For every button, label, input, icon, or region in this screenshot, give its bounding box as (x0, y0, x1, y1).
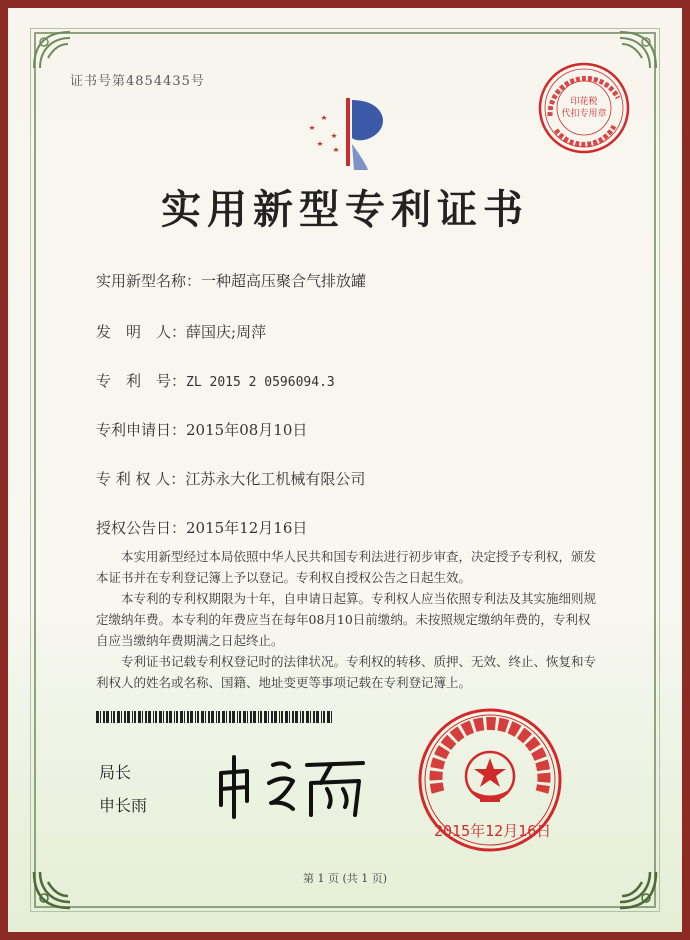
seal-date: 2015年12月16日 (434, 822, 552, 840)
field-value: 一种超高压聚合气排放罐 (201, 272, 367, 290)
paragraph: 本专利的专利权期限为十年，自申请日起算。专利权人应当依照专利法及其实施细则规定缴纳年费。本专利的年费应当在每年08月10日前缴纳。未按照规定缴纳年费的，专利权自应当缴纳年费期满之日起终止。 (96, 591, 597, 648)
page-number: 第 1 页 (共 1 页) (302, 872, 388, 885)
corner-ornament-icon (30, 28, 76, 74)
director-name: 申长雨 (99, 796, 148, 815)
certificate-body (96, 546, 601, 693)
director-title: 局长 (99, 763, 132, 782)
barcode-icon (96, 711, 334, 723)
field-label: 专 利 权 人： (96, 470, 186, 488)
certificate-number: 证书号第4854435号 (70, 74, 205, 89)
field-value: 2015年08月10日 (186, 421, 308, 439)
field-value: 江苏永大化工机械有限公司 (185, 470, 366, 488)
field-label: 发 明 人： (96, 323, 187, 341)
field-inventor (96, 321, 266, 342)
field-value: 2015年12月16日 (186, 519, 308, 537)
field-label: 实用新型名称： (96, 272, 202, 290)
patent-office-logo-icon (296, 94, 411, 174)
field-utility-model-name (96, 270, 366, 291)
svg-text:印花税: 印花税 (570, 97, 598, 107)
field-label: 专利申请日： (96, 421, 187, 439)
field-patent-number (96, 370, 335, 391)
document-title: 实用新型专利证书 (161, 186, 529, 233)
field-label: 授权公告日： (96, 519, 187, 537)
field-patentee (96, 468, 365, 489)
field-label: 专 利 号： (96, 372, 187, 390)
certificate-page (8, 8, 682, 932)
paragraph: 专利证书记载专利权登记时的法律状况。专利权的转移、质押、无效、终止、恢复和专利权人的姓名或名称、国籍、地址变更等事项记载在专利登记簿上。 (96, 654, 597, 690)
field-application-date (96, 419, 307, 440)
paragraph: 本实用新型经过本局依照中华人民共和国专利法进行初步审查，决定授予专利权，颁发本证书并在专利登记簿上予以登记。专利权自授权公告之日起生效。 (96, 549, 597, 585)
svg-text:代扣专用章: 代扣专用章 (561, 109, 607, 119)
field-value: 薛国庆;周萍 (186, 323, 267, 341)
field-value: ZL 2015 2 0596094.3 (186, 375, 335, 390)
tax-stamp-seal (536, 60, 632, 156)
field-grant-date (96, 517, 307, 538)
handwritten-signature (203, 743, 373, 823)
